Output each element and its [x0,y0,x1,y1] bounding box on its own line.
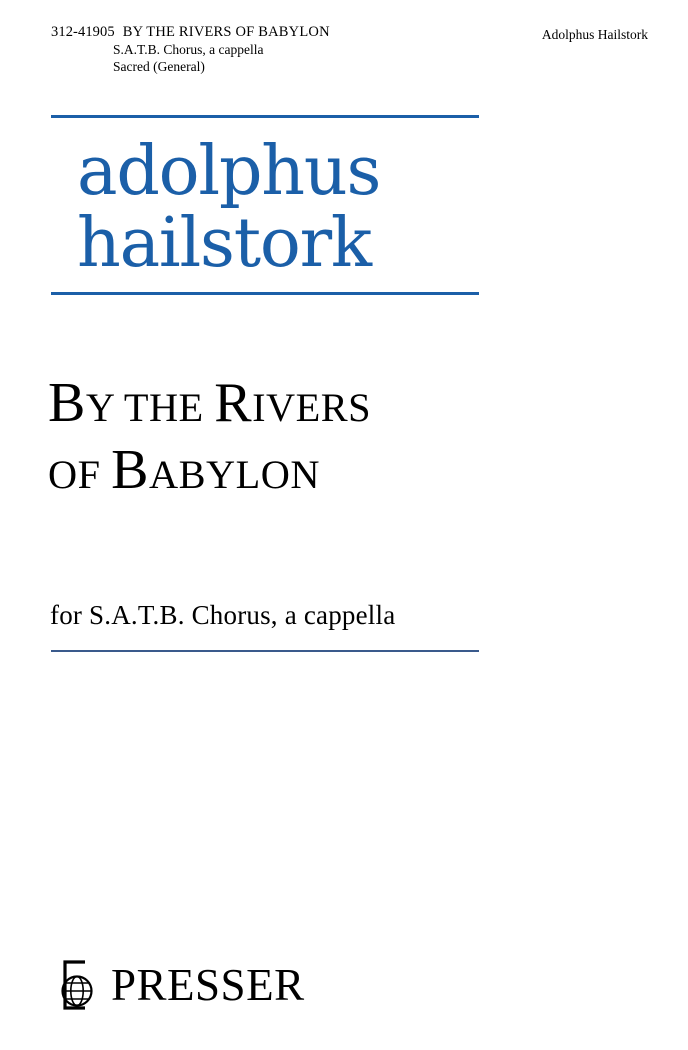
work-title-smallcaps-3: OF [48,452,112,497]
publisher-name: PRESSER [111,960,305,1010]
banner-rule-bottom [51,292,479,295]
catalog-header [51,24,648,84]
work-title-cap-b: B [48,372,86,434]
scoring-line: for S.A.T.B. Chorus, a cappella [50,600,396,630]
composer-first-name: adolphus [77,132,381,211]
composer-last-name: hailstork [77,204,371,283]
catalog-line-primary [51,24,330,41]
work-title-cap-b2: B [111,439,149,501]
work-title-smallcaps-1: Y THE [85,385,215,430]
catalog-title: BY THE RIVERS OF BABYLON [122,24,330,40]
scoring-rule [51,650,479,652]
work-title-smallcaps-4: ABYLON [148,452,320,497]
presser-globe-icon [51,958,105,1012]
work-title-line-1 [48,372,588,439]
catalog-category-line: Sacred (General) [113,59,205,74]
work-title-line-2 [48,439,588,506]
catalog-header-left [51,24,330,75]
catalog-scoring-line: S.A.T.B. Chorus, a cappella [113,42,264,57]
work-title-smallcaps-2: IVERS [252,385,372,430]
work-title-cap-r: R [214,372,253,434]
catalog-composer-credit: Adolphus Hailstork [541,27,648,42]
composer-banner [51,115,479,295]
work-title [48,372,588,506]
catalog-number: 312-41905 [51,24,115,40]
composer-name [51,118,479,290]
publisher-logo [51,958,305,1012]
